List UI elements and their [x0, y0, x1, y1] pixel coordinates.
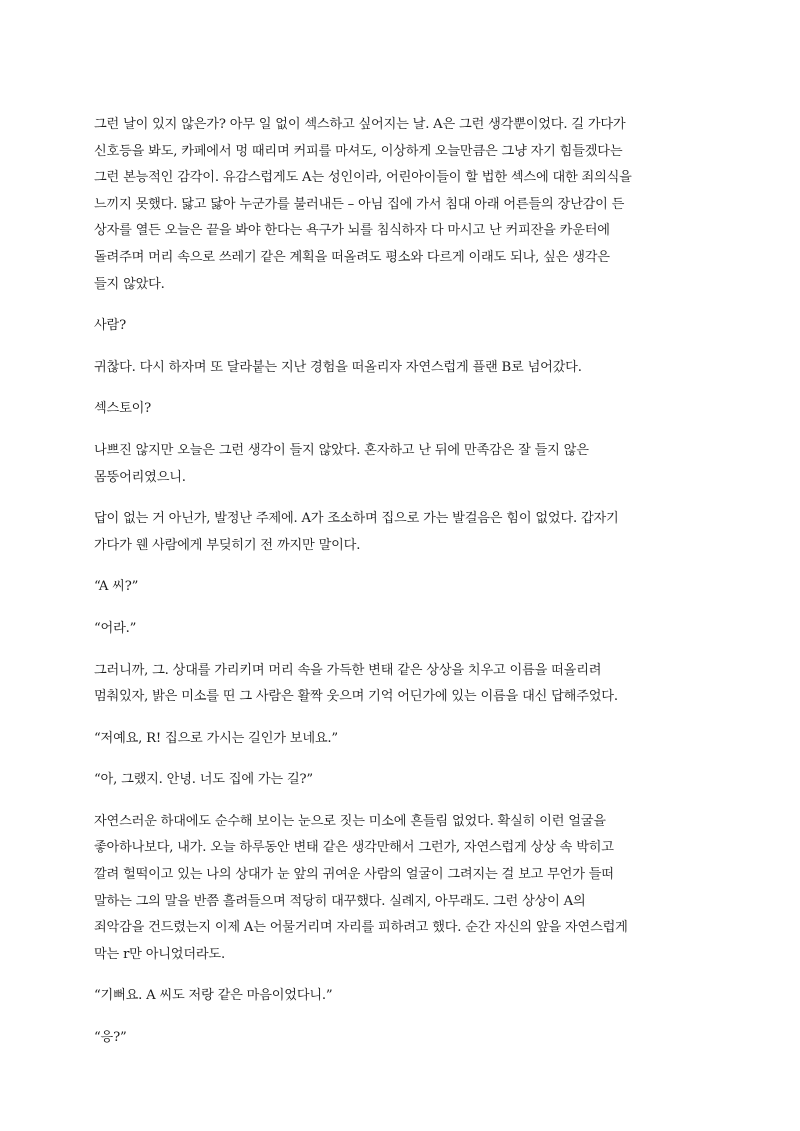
text-line: 몸뚱어리였으니.: [94, 469, 186, 485]
text-line: “기뻐요. A 씨도 저랑 같은 마음이었다니.”: [94, 988, 333, 1004]
text-line: 나쁘진 않지만 오늘은 그런 생각이 들지 않았다. 혼자하고 난 뒤에 만족감은 잘 들지 않은: [94, 442, 589, 458]
text-line: 그런 날이 있지 않은가? 아무 일 없이 섹스하고 싶어지는 날. A은 그런 생각뿐이었다. 길 가다가: [94, 117, 626, 132]
paragraph: [94, 506, 709, 559]
text-line: 신호등을 봐도, 카페에서 멍 때리며 커피를 마셔도, 이상하게 오늘만큼은 그냥 자기 힘들겠다는: [94, 143, 623, 159]
text-line: 들지 않았다.: [94, 276, 165, 292]
text-line: 사람?: [94, 318, 126, 334]
paragraph: [94, 396, 709, 423]
paragraph: [94, 574, 709, 601]
paragraph: [94, 658, 709, 711]
text-line: 깔려 헐떡이고 있는 나의 상대가 눈 앞의 귀여운 사람의 얼굴이 그려지는 걸 보고 무언가 들떠: [94, 867, 614, 883]
text-line: 귀찮다. 다시 하자며 또 달라붙는 지난 경험을 떠올리자 자연스럽게 플랜 B로 넘어갔다.: [94, 359, 582, 375]
text-line: 죄악감을 건드렸는지 이제 A는 어물거리며 자리를 피하려고 했다. 순간 자신의 앞을 자연스럽게: [94, 920, 628, 936]
text-line: “저예요, R! 집으로 가시는 길인가 보네요.”: [94, 730, 338, 746]
text-line: 상자를 열든 오늘은 끝을 봐야 한다는 욕구가 뇌를 침식하자 다 마시고 난 커피잔을 카운터에: [94, 223, 610, 239]
paragraph: [94, 438, 709, 491]
text-line: “어라.”: [94, 620, 137, 636]
text-line: 가다가 웬 사람에게 부딪히기 전 까지만 말이다.: [94, 537, 361, 553]
text-line: 말하는 그의 말을 반쯤 흘려들으며 적당히 대꾸했다. 실례지, 아무래도. 그런 상상이 A의: [94, 893, 586, 909]
text-line: 그러니까, 그. 상대를 가리키며 머리 속을 가득한 변태 같은 상상을 치우고 이름을 떠올리려: [94, 662, 602, 678]
text-line: 돌려주며 머리 속으로 쓰레기 같은 계획을 떠올려도 평소와 다르게 이래도 되나, 싶은 생각은: [94, 249, 610, 265]
paragraph: [94, 112, 709, 298]
text-line: 답이 없는 거 아닌가, 발정난 주제에. A가 조소하며 집으로 가는 발걸음은 힘이 없었다. 갑자기: [94, 511, 619, 527]
text-line: 섹스토이?: [94, 401, 152, 417]
text-line: 막는 r만 아니었더라도.: [94, 946, 225, 962]
text-line: “A 씨?”: [94, 579, 139, 595]
document-body: [94, 112, 709, 1067]
text-line: 느끼지 못했다. 닳고 닳아 누군가를 불러내든 – 아님 집에 가서 침대 아래 어른들의 장난감이 든: [94, 196, 625, 212]
paragraph: [94, 355, 709, 382]
text-line: 좋아하나보다, 내가. 오늘 하루동안 변태 같은 생각만해서 그런가, 자연스럽게 상상 속 박히고: [94, 840, 614, 856]
text-line: 자연스러운 하대에도 순수해 보이는 눈으로 짓는 미소에 흔들림 없었다. 확실히 이런 얼굴을: [94, 813, 606, 829]
paragraph: [94, 313, 709, 340]
text-line: 멈춰있자, 밝은 미소를 띤 그 사람은 활짝 웃으며 기억 어딘가에 있는 이름을 대신 답해주었다.: [94, 689, 618, 705]
paragraph: [94, 767, 709, 794]
paragraph: [94, 983, 709, 1010]
text-line: “응?”: [94, 1030, 127, 1046]
paragraph: [94, 726, 709, 753]
paragraph: [94, 809, 709, 969]
text-line: “아, 그랬지. 안녕. 너도 집에 가는 길?”: [94, 772, 313, 788]
paragraph: [94, 1025, 709, 1052]
paragraph: [94, 616, 709, 643]
text-line: 그런 본능적인 감각이. 유감스럽게도 A는 성인이라, 어린아이들이 할 법한 섹스에 대한 죄의식을: [94, 170, 632, 186]
